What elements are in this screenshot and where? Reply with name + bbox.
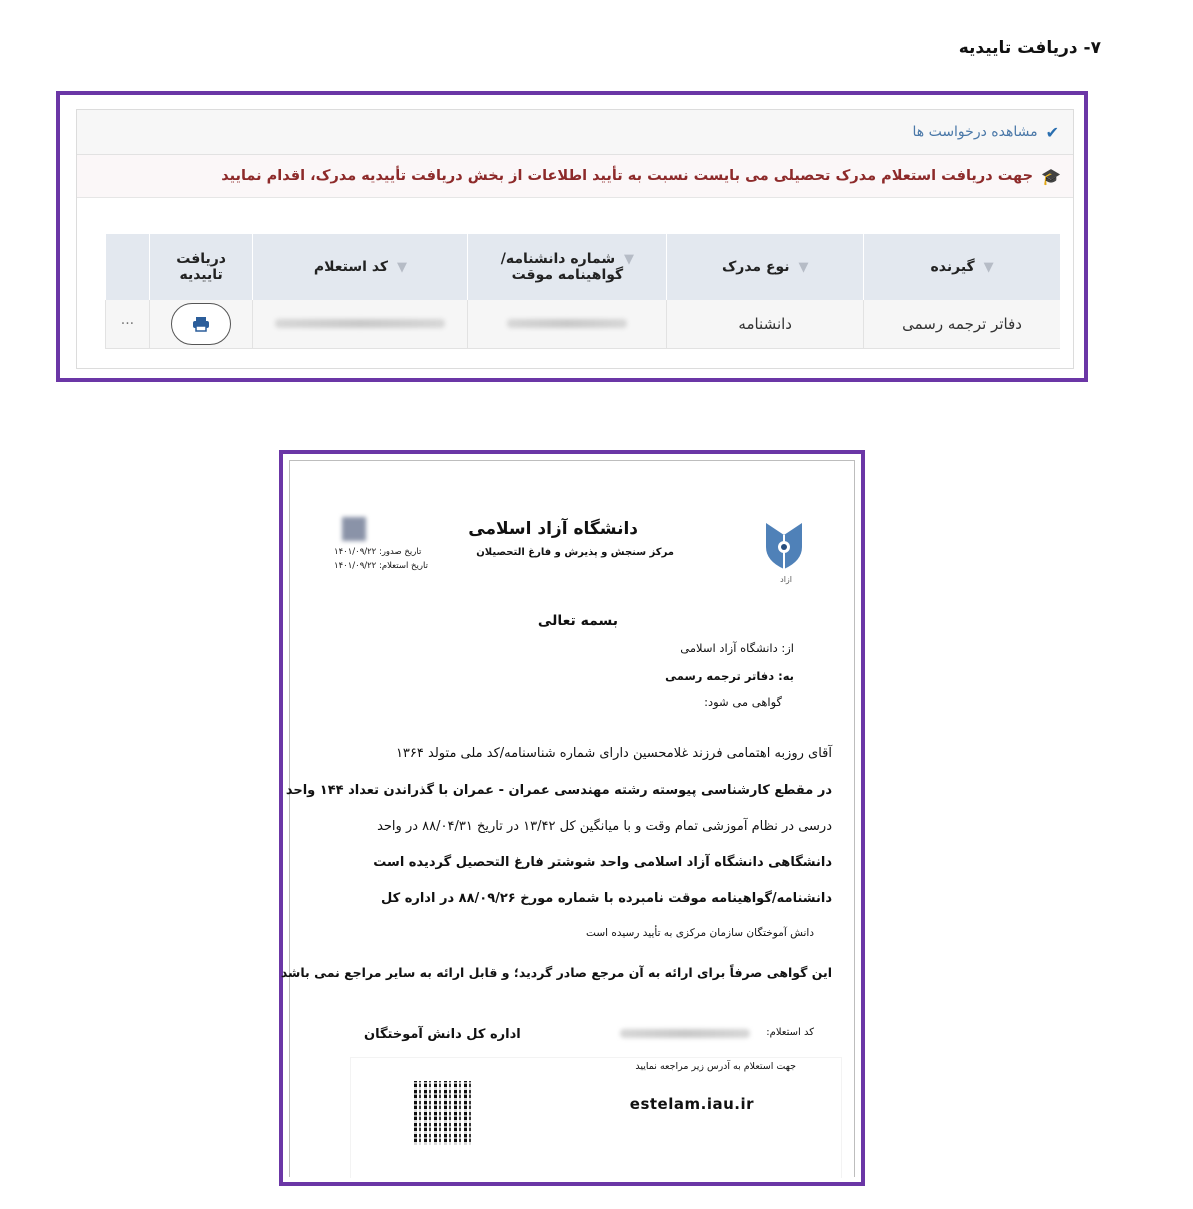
redacted-photo <box>342 517 366 541</box>
section-heading: ۷- دریافت تاییدیه <box>958 38 1101 58</box>
attest-line: گواهی می شود: <box>704 695 782 709</box>
requests-panel <box>76 109 1074 369</box>
inquiry-website: estelam.iau.ir <box>629 1095 754 1113</box>
cell-print <box>149 300 252 349</box>
filter-icon[interactable]: ▼ <box>623 252 634 267</box>
cell-recipient: دفاتر ترجمه رسمی <box>864 300 1060 349</box>
body-line-4: دانشگاهی دانشگاه آزاد اسلامی واحد شوشتر فارغ التحصیل گردیده است <box>373 855 832 870</box>
col-header-recipient[interactable]: ▼ گیرنده <box>864 234 1060 300</box>
view-requests-link[interactable]: مشاهده درخواست ها <box>912 124 1038 140</box>
logo-caption: ازاد <box>780 575 792 584</box>
from-line: از: دانشگاه آزاد اسلامی <box>680 641 794 655</box>
printer-icon <box>192 316 210 332</box>
center-name: مرکز سنجش و پذیرش و فارغ التحصیلان <box>476 547 674 558</box>
faded-background-ui <box>350 1057 842 1178</box>
col-header-inquiry-code[interactable]: ▼ کد استعلام <box>253 234 468 300</box>
cell-doc-number <box>468 300 667 349</box>
inquiry-code-label: کد استعلام: <box>766 1027 814 1038</box>
body-line-6: دانش آموختگان سازمان مرکزی به تأیید رسیده است <box>586 927 814 939</box>
university-name: دانشگاه آزاد اسلامی <box>468 519 638 539</box>
requests-panel-frame <box>56 91 1088 382</box>
row-more-menu[interactable]: ··· <box>106 300 150 349</box>
department-name: اداره کل دانش آموختگان <box>364 1027 521 1042</box>
redacted-inquiry-code <box>620 1029 750 1038</box>
issue-date: تاریخ صدور: ۱۴۰۱/۰۹/۲۲ <box>334 547 422 557</box>
col-header-doc-number[interactable]: ▼ شماره دانشنامه/گواهینامه موقت <box>468 234 667 300</box>
redacted-value <box>507 319 627 328</box>
inquiry-date: تاریخ استعلام: ۱۴۰۱/۰۹/۲۲ <box>334 561 428 571</box>
col-header-doc-type[interactable]: ▼ نوع مدرک <box>667 234 864 300</box>
table-row <box>106 300 1061 349</box>
filter-icon[interactable]: ▼ <box>798 260 809 275</box>
university-logo-icon <box>762 517 806 575</box>
body-line-2: در مقطع کارشناسی پیوسته رشته مهندسی عمران - عمران با گذراندن تعداد ۱۴۴ واحد <box>285 783 832 798</box>
body-line-5: دانشنامه/گواهینامه موقت نامبرده با شماره مورخ ۸۸/۰۹/۲۶ در اداره کل <box>381 891 832 906</box>
to-line: به: دفاتر ترجمه رسمی <box>665 669 794 683</box>
inquiry-hint: جهت استعلام به آدرس زیر مراجعه نمایید <box>635 1061 796 1072</box>
body-line-3: درسی در نظام آموزشی تمام وقت و با میانگین کل ۱۳/۴۲ در تاریخ ۸۸/۰۴/۳۱ در واحد <box>377 819 832 834</box>
certificate <box>280 460 855 1177</box>
redacted-value <box>275 319 445 328</box>
cell-doc-type: دانشنامه <box>667 300 864 349</box>
filter-icon[interactable]: ▼ <box>396 260 407 275</box>
cell-inquiry-code <box>253 300 468 349</box>
certificate-frame <box>279 450 865 1186</box>
inquiry-table <box>105 234 1060 349</box>
footer-note: این گواهی صرفاً برای ارائه به آن مرجع صادر گردید؛ و قابل ارائه به سایر مراجع نمی باشد <box>280 965 832 980</box>
col-header-actions <box>106 234 150 300</box>
filter-icon[interactable]: ▼ <box>983 260 994 275</box>
check-icon: ✔ <box>1045 122 1059 142</box>
body-line-1: آقای روزبه اهتمامی فرزند غلامحسین دارای شماره شناسنامه/کد ملی متولد ۱۳۶۴ <box>395 746 832 761</box>
col-header-get-confirmation: دریافت تاییدیه <box>149 234 252 300</box>
graduation-cap-icon: 🎓 <box>1041 166 1061 186</box>
print-button[interactable] <box>171 303 231 345</box>
view-requests-bar[interactable] <box>77 110 1073 155</box>
notice-bar <box>77 155 1073 198</box>
notice-text: جهت دریافت استعلام مدرک تحصیلی می بایست نسبت به تأیید اطلاعات از بخش دریافت تأییدیه مدرک، اقدام نمایید <box>221 168 1034 184</box>
bismillah: بسمه تعالی <box>537 613 618 629</box>
